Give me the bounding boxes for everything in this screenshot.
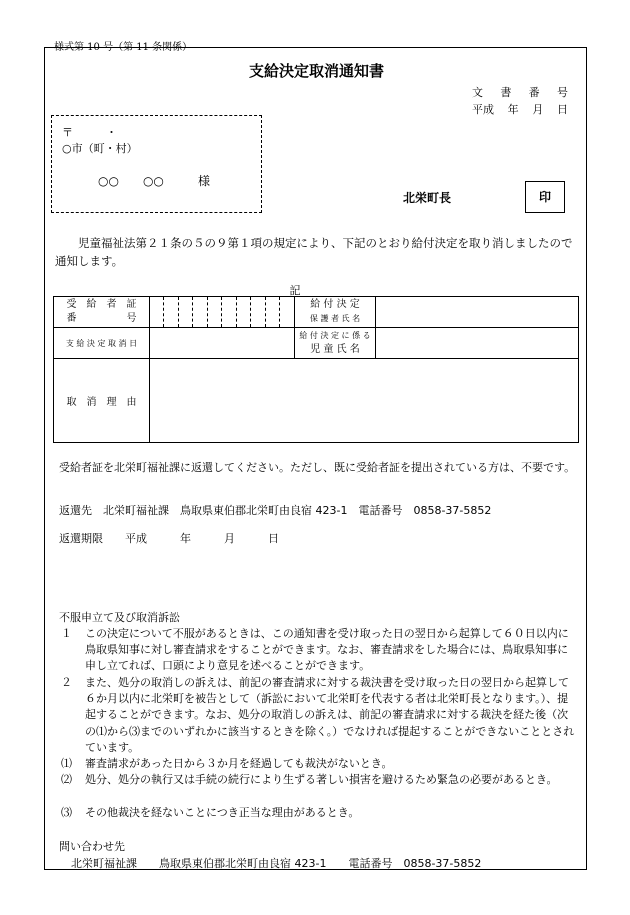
recipient-cert-number-cell (149, 297, 294, 328)
info-table (53, 296, 579, 443)
form-label: 様式第 10 号（第 11 条関係） (54, 42, 193, 53)
child-name-label-a: 給 付 決 定 に 係 る (299, 331, 371, 340)
date-month: 月 (532, 103, 544, 116)
notice-body: 児童福祉法第２１条の５の９第１項の規定により、下記のとおり給付決定を取り消しましたので通知します。 (55, 236, 573, 268)
table-row (54, 297, 579, 328)
recipient-cert-label-b: 番 号 (66, 313, 137, 324)
address-box (51, 115, 262, 213)
recipient-name: ○○ ○○ (98, 174, 164, 188)
guardian-name-cell (376, 297, 579, 328)
document-number-label (472, 84, 568, 100)
child-name-label (294, 328, 376, 359)
guardian-name-label-a: 給 付 決 定 (310, 299, 360, 310)
inquiry-heading: 問い合わせ先 (59, 840, 125, 853)
doc-number-char: 書 (500, 86, 512, 99)
date-year: 年 (507, 103, 519, 116)
inquiry-info: 北栄町福祉課 鳥取県東伯郡北栄町由良宿 423-1 電話番号 0858-37-5852 (71, 857, 482, 870)
appeal-heading: 不服申立て及び取消訴訟 (59, 611, 180, 624)
seal-box: 印 (525, 181, 565, 213)
table-row (54, 359, 579, 443)
appeal-sub2-number: ⑵ (61, 773, 72, 786)
cancel-reason-label: 取 消 理 由 (54, 359, 150, 443)
appeal-item1-number: １ (61, 627, 72, 640)
appeal-sub3-number: ⑶ (61, 806, 72, 819)
city-line: ○市（町・村） (62, 142, 138, 155)
cancel-reason-cell (149, 359, 578, 443)
appeal-sub1-number: ⑴ (61, 757, 72, 770)
guardian-name-label (294, 297, 376, 328)
cancel-date-cell (149, 328, 294, 359)
child-name-cell (376, 328, 579, 359)
notice-document (44, 47, 587, 870)
return-note: 受給者証を北栄町福祉課に返還してください。ただし、既に受給者証を提出されている方は、不要です。 (59, 461, 576, 474)
issuer-mayor: 北栄町長 (403, 191, 452, 205)
appeal-item2: また、処分の取消しの訴えは、前記の審査請求に対する裁決書を受け取った日の翌日から起算して６か月以内に北栄町を被告として（訴訟において北栄町を代表する者は北栄町長となります。）、提起することができます。なお、処分の取消しの訴えは、前記の審査請求に対する裁決を経た後（次の⑴から⑶までのいずれかに該当するときを除く。）でなければ提起することができないこととされています。 (85, 676, 575, 754)
issue-date (472, 101, 568, 117)
appeal-sub3: その他裁決を経ないことにつき正当な理由があるとき。 (85, 806, 360, 819)
table-row (54, 328, 579, 359)
document-title: 支給決定取消通知書 (248, 62, 384, 80)
ki-heading: 記 (289, 284, 301, 297)
child-name-label-b: 児 童 氏 名 (310, 344, 360, 355)
appeal-sub2: 処分、処分の執行又は手続の続行により生ずる著しい損害を避けるため緊急の必要があるとき。 (85, 773, 558, 786)
recipient-honorific: 様 (198, 174, 211, 188)
doc-number-char: 番 (528, 86, 540, 99)
appeal-sub1: 審査請求があった日から３か月を経過しても裁決がないとき。 (85, 757, 393, 770)
recipient-cert-label (54, 297, 150, 328)
doc-number-char: 文 (472, 86, 483, 99)
cancel-date-label: 支 給 決 定 取 消 日 (54, 328, 150, 359)
date-era: 平成 (472, 103, 494, 116)
date-day: 日 (556, 103, 568, 116)
recipient-cert-label-a: 受 給 者 証 (66, 299, 137, 310)
doc-number-char: 号 (556, 86, 568, 99)
guardian-name-label-b: 保 護 者 氏 名 (309, 314, 361, 323)
postal-code: 〒 ・ (62, 126, 117, 139)
appeal-item1: この決定について不服があるときは、この通知書を受け取った日の翌日から起算して６０日以内に鳥取県知事に対し審査請求をすることができます。なお、審査請求をした場合には、鳥取県知事に申し立てれば、口頭により意見を述べることができます。 (85, 627, 569, 673)
return-destination: 返還先 北栄町福祉課 鳥取県東伯郡北栄町由良宿 423-1 電話番号 0858-37-5852 (59, 504, 492, 517)
appeal-item2-number: ２ (61, 676, 72, 689)
return-deadline: 返還期限 平成 年 月 日 (59, 532, 279, 545)
